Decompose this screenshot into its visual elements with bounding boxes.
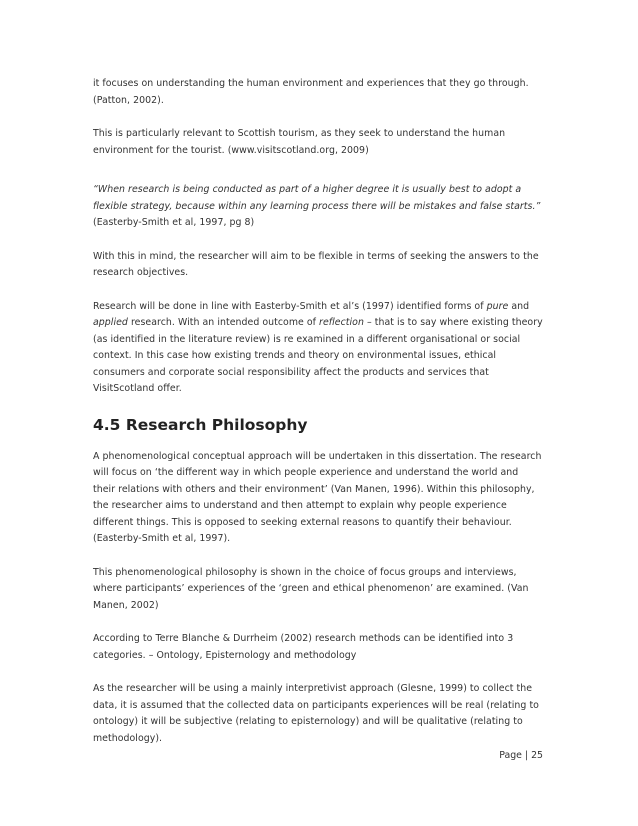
- paragraph-patton: it focuses on understanding the human environment and experiences that they go through. (Patton, 2002).: [93, 78, 529, 106]
- term-reflection: reflection: [319, 317, 364, 328]
- section-heading: 4.5 Research Philosophy: [93, 415, 308, 434]
- quote-text: “When research is being conducted as part of a higher degree it is usually best to adopt a flexible strategy, because within any learning process there will be mistakes and false starts.”: [93, 184, 541, 212]
- paragraph-research-forms-part-a: Research will be done in line with Easterby-Smith et al’s (1997) identified forms of: [93, 300, 487, 312]
- paragraph-philosophy-choice: This phenomenological philosophy is shown in the choice of focus groups and interviews, where participants’ experiences of the ‘green and ethical phenomenon’ are examined. (Van Manen, 2002): [93, 566, 529, 611]
- paragraph-research-forms-part-c: research. With an intended outcome of: [127, 317, 320, 328]
- paragraph-flexible: With this in mind, the researcher will aim to be flexible in terms of seeking the answers to the research objectives.: [93, 250, 539, 278]
- term-pure: pure: [486, 300, 509, 312]
- paragraph-research-forms-part-d: – that is to say where existing theory (as identified in the literature review) is re examined in a different organisational or social context. In this case how existing trends and theory on environmental issues, ethical consumers and corporate social responsibility affect the products and services that VisitScotland offer.: [93, 317, 543, 394]
- paragraph-phenomenological: A phenomenological conceptual approach will be undertaken in this dissertation. The research will focus on ‘the different way in which people experience and understand the world and their relations with others and their environment’ (Van Manen, 1996). Within this philosophy, the researcher aims to understand and then attempt to explain why people experience different things. This is opposed to seeking external reasons to quantify their behaviour. (Easterby-Smith et al, 1997).: [93, 450, 542, 544]
- paragraph-research-forms-part-b: and: [508, 300, 530, 312]
- quote-citation: (Easterby-Smith et al, 1997, pg 8): [93, 217, 255, 228]
- paragraph-quote: [93, 182, 543, 232]
- paragraph-research-methods: According to Terre Blanche & Durrheim (2002) research methods can be identified into 3 categories. – Ontology, Episternology and methodology: [93, 633, 514, 661]
- page-number: Page | 25: [499, 750, 543, 761]
- paragraph-scottish-tourism: This is particularly relevant to Scottish tourism, as they seek to understand the human environment for the tourist. (www.visitscotland.org, 2009): [93, 128, 506, 156]
- paragraph-research-forms: [93, 299, 543, 398]
- term-applied: applied: [93, 317, 128, 328]
- paragraph-interpretivist: As the researcher will be using a mainly interpretivist approach (Glesne, 1999) to collect the data, it is assumed that the collected data on participants experiences will be real (relating to ontology) it will be subjective (relating to episternology) and will be qualitative (relating to methodology).: [93, 683, 539, 744]
- document-body: [93, 76, 543, 764]
